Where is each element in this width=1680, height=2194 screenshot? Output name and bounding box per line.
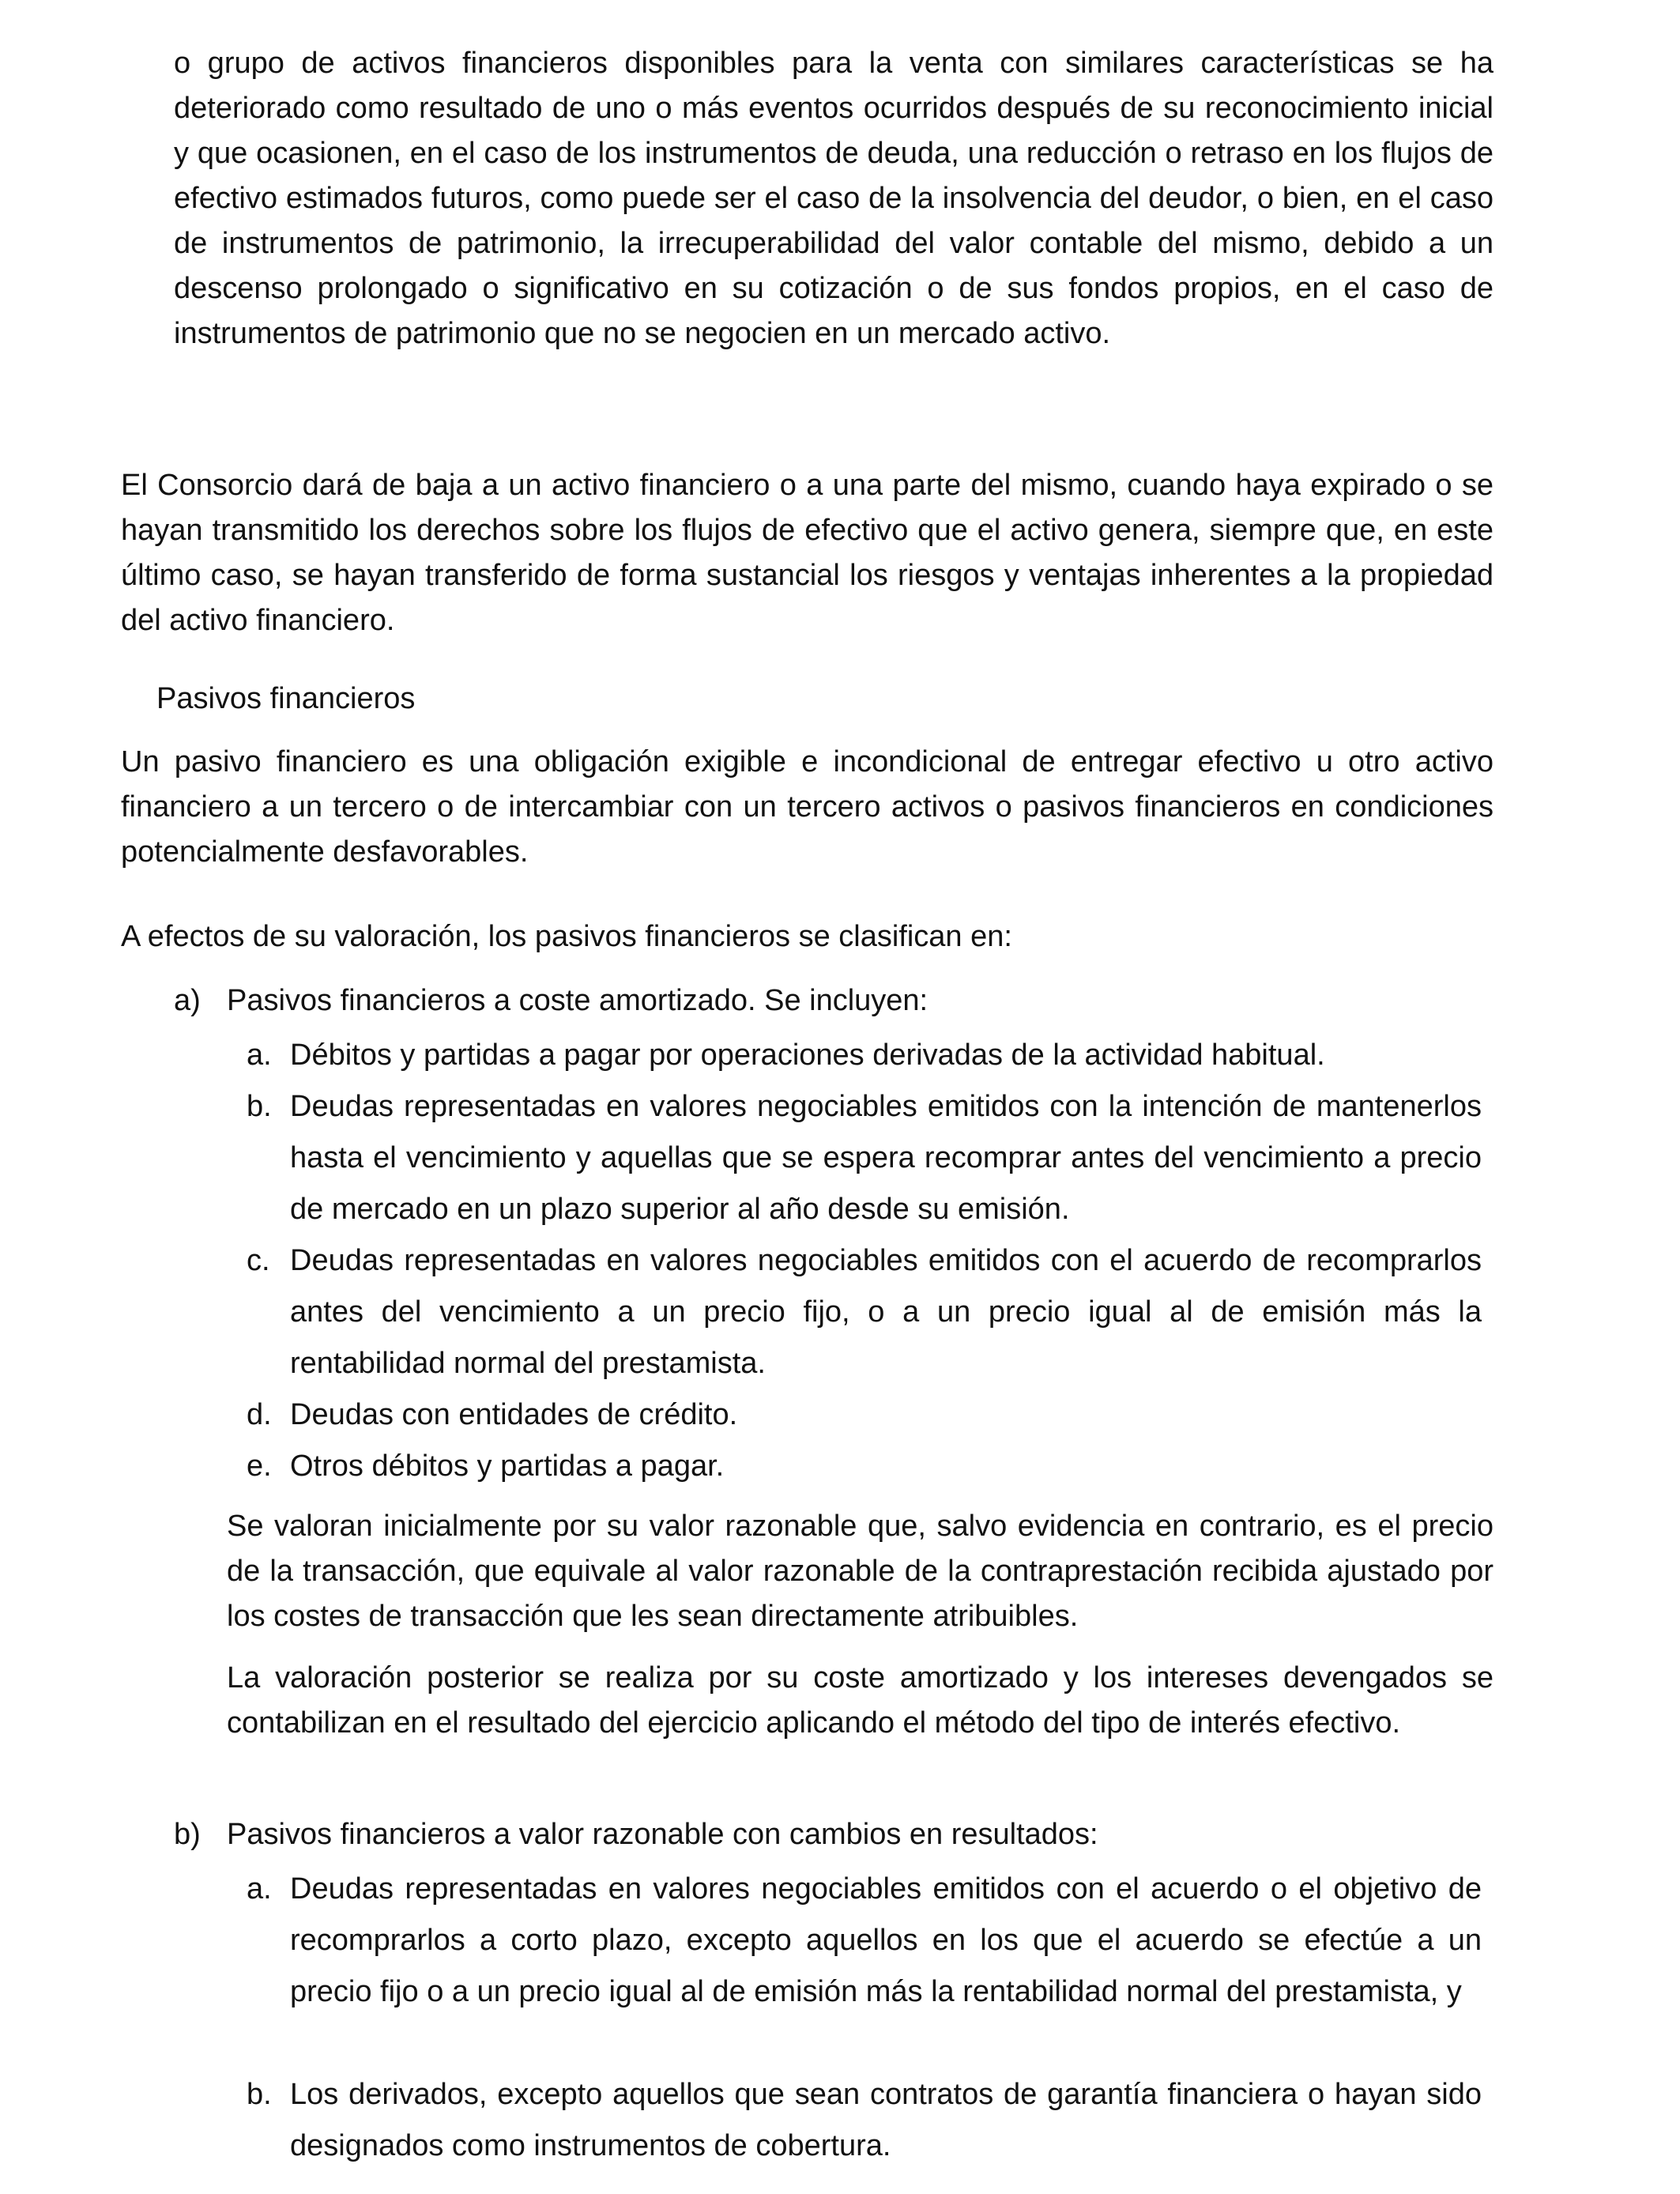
paragraph-initial-valuation: Se valoran inicialmente por su valor razonable que, salvo evidencia en contrario, es el precio de la transacción, que equivale al valor razonable de la contraprestación recibida ajustado por los costes de transacción que les sean directamente atribuibles. [227,1510,1494,1633]
sublist-item-a-a [247,1030,1494,1081]
sublist-item-a-d [247,1389,1494,1441]
sublist-item-a-e [247,1441,1494,1492]
sublist-item-text: Deudas representadas en valores negociables emitidos con la intención de mantenerlos hasta el vencimiento y aquellas que se espera recomprar antes del vencimiento a precio de mercado en un plazo superior al año desde su emisión. [290,1090,1482,1226]
list-item-title: Pasivos financieros a coste amortizado. Se incluyen: [227,984,929,1017]
sublist-item-text: Los derivados, excepto aquellos que sean contratos de garantía financiera o hayan sido designados como instrumentos de cobertura. [290,2078,1482,2162]
list-item-title: Pasivos financieros a valor razonable con cambios en resultados: [227,1818,1098,1851]
list-item-a [174,978,1494,1023]
sublist-item-a-c [247,1235,1494,1389]
sublist-item-text: Otros débitos y partidas a pagar. [290,1449,725,1483]
sublist-item-a-b [247,1081,1494,1235]
sublist-item-text: Deudas representadas en valores negociables emitidos con el acuerdo o el objetivo de recomprarlos a corto plazo, excepto aquellos en los que el acuerdo se efectúe a un precio fijo o a un precio igual al de emisión más la rentabilidad normal del prestamista, y [290,1872,1482,2008]
sublist-marker: e. [247,1449,272,1483]
list-marker: b) [174,1818,201,1851]
sublist-item-text: Deudas con entidades de crédito. [290,1398,738,1431]
sublist-marker: a. [247,1872,272,1906]
paragraph-impairment-continuation: o grupo de activos financieros disponibles para la venta con similares características se ha deteriorado como resultado de uno o más eventos ocurridos después de su reconocimiento inicial y que ocasionen, en el caso de los instrumentos de deuda, una reducción o retraso en los flujos de efectivo estimados futuros, como puede ser el caso de la insolvencia del deudor, o bien, en el caso de instrumentos de patrimonio, la irrecuperabilidad del valor contable del mismo, debido a un descenso prolongado o significativo en su cotización o de sus fondos propios, en el caso de instrumentos de patrimonio que no se negocien en un mercado activo. [174,47,1494,350]
section-heading-pasivos-financieros: Pasivos financieros [156,682,416,715]
sublist-marker: b. [247,1090,272,1123]
paragraph-classification-intro: A efectos de su valoración, los pasivos financieros se clasifican en: [121,920,1012,953]
sublist-marker: a. [247,1039,272,1072]
sublist-marker: c. [247,1244,270,1277]
sublist-marker: b. [247,2078,272,2111]
list-item-b [174,1812,1494,1857]
paragraph-derecognition: El Consorcio dará de baja a un activo financiero o a una parte del mismo, cuando haya expirado o se hayan transmitido los derechos sobre los flujos de efectivo que el activo genera, siempre que, en este último caso, se hayan transferido de forma sustancial los riesgos y ventajas inherentes a la propiedad del activo financiero. [121,469,1494,637]
sublist-marker: d. [247,1398,272,1431]
sublist-item-b-a [247,1864,1494,2069]
sublist-item-b-b [247,2069,1494,2172]
list-marker: a) [174,984,201,1017]
sublist-item-text: Débitos y partidas a pagar por operaciones derivadas de la actividad habitual. [290,1039,1325,1072]
sublist-item-text: Deudas representadas en valores negociables emitidos con el acuerdo de recomprarlos antes del vencimiento a un precio fijo, o a un precio igual al de emisión más la rentabilidad normal del prestamista. [290,1244,1482,1380]
paragraph-definition: Un pasivo financiero es una obligación exigible e incondicional de entregar efectivo u otro activo financiero a un tercero o de intercambiar con un tercero activos o pasivos financieros en condiciones potencialmente desfavorables. [121,745,1494,869]
paragraph-subsequent-valuation: La valoración posterior se realiza por su coste amortizado y los intereses devengados se contabilizan en el resultado del ejercicio aplicando el método del tipo de interés efectivo. [227,1661,1494,1740]
